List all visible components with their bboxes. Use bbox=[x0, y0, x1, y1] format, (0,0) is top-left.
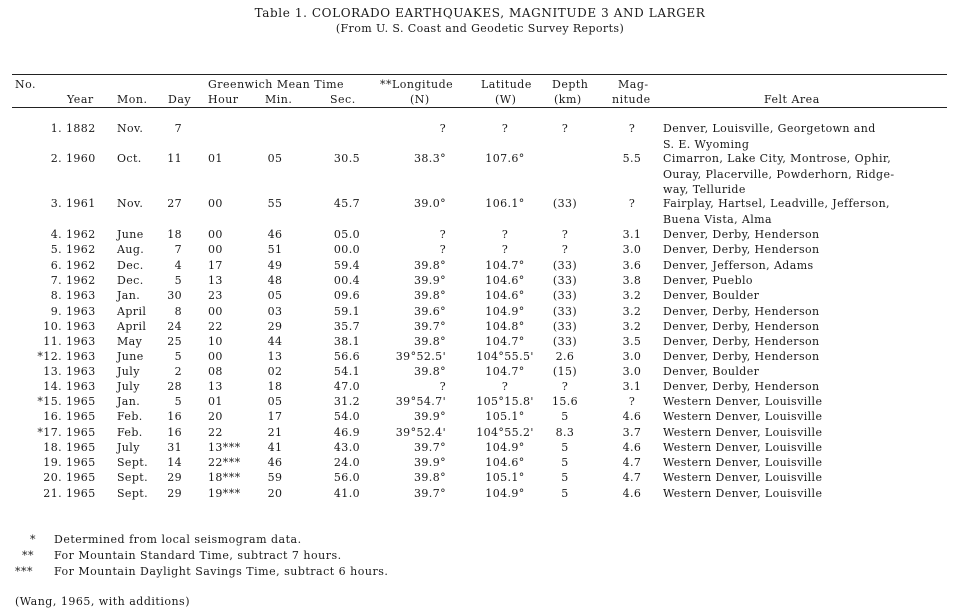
cell-longitude: 39.8° bbox=[414, 289, 446, 302]
header-day: Day bbox=[168, 93, 192, 106]
cell-day: 16 bbox=[167, 410, 182, 423]
cell-month: June bbox=[117, 350, 144, 363]
cell-hour: 20 bbox=[208, 410, 223, 423]
cell-hour: 22 bbox=[208, 320, 223, 333]
cell-min: 03 bbox=[267, 305, 283, 318]
cell-day: 25 bbox=[167, 335, 182, 348]
cell-hour: 08 bbox=[208, 365, 223, 378]
cell-min: 05 bbox=[267, 395, 283, 408]
cell-min: 46 bbox=[267, 456, 283, 469]
cell-depth: ? bbox=[561, 380, 569, 393]
cell-magnitude: 3.1 bbox=[622, 228, 642, 241]
cell-depth: ? bbox=[561, 243, 569, 256]
cell-longitude: 39.9° bbox=[414, 410, 446, 423]
cell-felt-area: Denver, Derby, Henderson bbox=[663, 380, 820, 393]
cell-felt-area: Western Denver, Louisville bbox=[663, 395, 823, 408]
cell-year: 1965 bbox=[66, 441, 96, 454]
cell-sec: 54.1 bbox=[333, 365, 360, 378]
cell-magnitude: 3.0 bbox=[622, 350, 642, 363]
cell-depth: (33) bbox=[552, 335, 578, 348]
cell-latitude: 106.1° bbox=[485, 197, 525, 210]
cell-month: July bbox=[117, 380, 140, 393]
cell-felt-area: Denver, Derby, Henderson bbox=[663, 320, 820, 333]
cell-year: 1962 bbox=[66, 274, 96, 287]
cell-felt-area: Western Denver, Louisville bbox=[663, 410, 823, 423]
cell-longitude: 39.9° bbox=[414, 274, 446, 287]
table-subtitle: (From U. S. Coast and Geodetic Survey Reports) bbox=[335, 22, 625, 35]
cell-longitude: 38.3° bbox=[414, 152, 446, 165]
cell-min: 46 bbox=[267, 228, 283, 241]
cell-min: 55 bbox=[267, 197, 283, 210]
cell-magnitude: 4.6 bbox=[622, 410, 642, 423]
cell-latitude: 104.7° bbox=[485, 365, 525, 378]
cell-no: 14. bbox=[43, 380, 62, 393]
cell-month: July bbox=[117, 441, 140, 454]
cell-magnitude: 3.0 bbox=[622, 365, 642, 378]
cell-year: 1965 bbox=[66, 410, 96, 423]
cell-longitude: 39°54.7' bbox=[395, 395, 446, 408]
cell-depth: ? bbox=[561, 228, 569, 241]
cell-sec: 59.1 bbox=[333, 305, 360, 318]
cell-min: 13 bbox=[267, 350, 283, 363]
cell-no: 7. bbox=[50, 274, 62, 287]
cell-felt-area: Cimarron, Lake City, Montrose, Ophir, bbox=[663, 152, 892, 165]
header-felt-area: Felt Area bbox=[764, 93, 820, 106]
cell-latitude: 105°15.8' bbox=[476, 395, 534, 408]
cell-hour: 17 bbox=[208, 259, 223, 272]
cell-felt-area: Western Denver, Louisville bbox=[663, 487, 823, 500]
header-longitude: **Longitude bbox=[380, 78, 454, 91]
cell-magnitude: ? bbox=[628, 395, 636, 408]
header-mon: Mon. bbox=[117, 93, 148, 106]
cell-magnitude: 3.2 bbox=[622, 320, 642, 333]
cell-day: 5 bbox=[174, 350, 182, 363]
cell-latitude: 105.1° bbox=[485, 471, 525, 484]
cell-no: 3. bbox=[50, 197, 62, 210]
cell-latitude: ? bbox=[501, 122, 509, 135]
cell-day: 27 bbox=[167, 197, 182, 210]
cell-min: 49 bbox=[267, 259, 283, 272]
cell-depth: (33) bbox=[552, 259, 578, 272]
cell-month: Jan. bbox=[117, 289, 141, 302]
cell-month: Dec. bbox=[117, 259, 144, 272]
cell-sec: 00.4 bbox=[333, 274, 360, 287]
cell-felt-area: Denver, Derby, Henderson bbox=[663, 243, 820, 256]
cell-latitude: 104.9° bbox=[485, 441, 525, 454]
cell-month: Sept. bbox=[117, 456, 149, 469]
cell-day: 31 bbox=[167, 441, 182, 454]
cell-no: 8. bbox=[50, 289, 62, 302]
cell-sec: 00.0 bbox=[333, 243, 360, 256]
cell-depth: 15.6 bbox=[551, 395, 579, 408]
cell-month: July bbox=[117, 365, 140, 378]
cell-hour: 01 bbox=[208, 395, 223, 408]
cell-no: 1. bbox=[50, 122, 62, 135]
cell-year: 1963 bbox=[66, 320, 96, 333]
cell-sec: 35.7 bbox=[333, 320, 360, 333]
cell-hour: 13*** bbox=[208, 441, 241, 454]
cell-no: 5. bbox=[50, 243, 62, 256]
header-latitude-unit: (W) bbox=[495, 93, 517, 106]
cell-month: May bbox=[117, 335, 143, 348]
cell-year: 1962 bbox=[66, 228, 96, 241]
cell-latitude: 104.6° bbox=[485, 289, 525, 302]
cell-hour: 23 bbox=[208, 289, 223, 302]
source-note: (Wang, 1965, with additions) bbox=[15, 595, 190, 608]
header-hour: Hour bbox=[208, 93, 239, 106]
cell-felt-area: Western Denver, Louisville bbox=[663, 441, 823, 454]
cell-day: 8 bbox=[174, 305, 182, 318]
cell-month: Dec. bbox=[117, 274, 144, 287]
cell-sec: 45.7 bbox=[333, 197, 360, 210]
cell-felt-area: Western Denver, Louisville bbox=[663, 426, 823, 439]
cell-latitude: 104°55.5' bbox=[476, 350, 534, 363]
cell-depth: 8.3 bbox=[555, 426, 575, 439]
cell-hour: 00 bbox=[208, 305, 223, 318]
cell-hour: 18*** bbox=[208, 471, 241, 484]
cell-day: 2 bbox=[174, 365, 182, 378]
cell-min: 48 bbox=[267, 274, 283, 287]
cell-longitude: 39.7° bbox=[414, 441, 446, 454]
header-longitude-unit: (N) bbox=[410, 93, 430, 106]
cell-min: 59 bbox=[267, 471, 283, 484]
cell-min: 05 bbox=[267, 152, 283, 165]
cell-year: 1963 bbox=[66, 365, 96, 378]
cell-year: 1965 bbox=[66, 426, 96, 439]
cell-month: Nov. bbox=[117, 122, 144, 135]
cell-min: 51 bbox=[267, 243, 283, 256]
cell-depth: (33) bbox=[552, 289, 578, 302]
footnote-1-mark: * bbox=[30, 533, 36, 546]
cell-felt-area: Denver, Derby, Henderson bbox=[663, 350, 820, 363]
cell-sec: 54.0 bbox=[333, 410, 360, 423]
cell-year: 1965 bbox=[66, 487, 96, 500]
cell-felt-area: way, Telluride bbox=[663, 183, 746, 197]
cell-min: 18 bbox=[267, 380, 283, 393]
cell-magnitude: ? bbox=[628, 197, 636, 210]
cell-min: 20 bbox=[267, 487, 283, 500]
cell-year: 1961 bbox=[66, 197, 96, 210]
cell-depth: ? bbox=[561, 122, 569, 135]
header-rule bbox=[12, 107, 947, 108]
cell-latitude: 104.7° bbox=[485, 259, 525, 272]
cell-latitude: 104.7° bbox=[485, 335, 525, 348]
header-latitude: Latitude bbox=[481, 78, 532, 91]
cell-latitude: 107.6° bbox=[485, 152, 525, 165]
cell-year: 1963 bbox=[66, 305, 96, 318]
cell-no: 2. bbox=[50, 152, 62, 165]
cell-day: 18 bbox=[167, 228, 182, 241]
cell-hour: 00 bbox=[208, 228, 223, 241]
cell-sec: 24.0 bbox=[333, 456, 360, 469]
cell-latitude: 104.8° bbox=[485, 320, 525, 333]
cell-longitude: ? bbox=[439, 243, 446, 256]
footnote-1-text: Determined from local seismogram data. bbox=[54, 533, 302, 546]
cell-magnitude: 3.8 bbox=[622, 274, 642, 287]
cell-min: 21 bbox=[267, 426, 283, 439]
cell-sec: 09.6 bbox=[333, 289, 360, 302]
cell-magnitude: 3.2 bbox=[622, 305, 642, 318]
cell-felt-area: Denver, Derby, Henderson bbox=[663, 228, 820, 241]
cell-hour: 13 bbox=[208, 380, 223, 393]
cell-min: 02 bbox=[267, 365, 283, 378]
cell-year: 1960 bbox=[66, 152, 96, 165]
cell-latitude: 104.6° bbox=[485, 274, 525, 287]
header-min: Min. bbox=[265, 93, 293, 106]
cell-latitude: ? bbox=[501, 380, 509, 393]
cell-sec: 38.1 bbox=[333, 335, 360, 348]
cell-magnitude: 3.7 bbox=[622, 426, 642, 439]
cell-day: 5 bbox=[174, 274, 182, 287]
cell-hour: 22*** bbox=[208, 456, 241, 469]
cell-magnitude: 4.7 bbox=[622, 471, 642, 484]
cell-no: 4. bbox=[50, 228, 62, 241]
cell-depth: 2.6 bbox=[555, 350, 575, 363]
cell-min: 29 bbox=[267, 320, 283, 333]
cell-magnitude: 4.6 bbox=[622, 487, 642, 500]
cell-no: 11. bbox=[43, 335, 62, 348]
cell-day: 5 bbox=[174, 395, 182, 408]
table-title: Table 1. COLORADO EARTHQUAKES, MAGNITUDE 3 AND LARGER bbox=[254, 6, 706, 20]
cell-min: 44 bbox=[267, 335, 283, 348]
cell-magnitude: ? bbox=[628, 122, 636, 135]
cell-no: 16. bbox=[43, 410, 62, 423]
cell-longitude: 39.8° bbox=[414, 471, 446, 484]
cell-magnitude: 3.1 bbox=[622, 380, 642, 393]
cell-longitude: 39°52.4' bbox=[395, 426, 446, 439]
cell-longitude: 39.7° bbox=[414, 320, 446, 333]
cell-no: 9. bbox=[50, 305, 62, 318]
cell-felt-area: Denver, Louisville, Georgetown and bbox=[663, 122, 876, 135]
cell-felt-area: Buena Vista, Alma bbox=[663, 212, 772, 226]
cell-felt-area: Denver, Boulder bbox=[663, 365, 760, 378]
cell-depth: 5 bbox=[561, 456, 569, 469]
footnote-2-mark: ** bbox=[22, 549, 34, 562]
cell-min: 17 bbox=[267, 410, 283, 423]
cell-month: Oct. bbox=[117, 152, 142, 165]
cell-latitude: 104.6° bbox=[485, 456, 525, 469]
cell-year: 1963 bbox=[66, 350, 96, 363]
cell-sec: 56.0 bbox=[333, 471, 360, 484]
cell-magnitude: 3.0 bbox=[622, 243, 642, 256]
cell-month: April bbox=[117, 305, 147, 318]
cell-longitude: 39.9° bbox=[414, 456, 446, 469]
cell-sec: 43.0 bbox=[333, 441, 360, 454]
cell-magnitude: 3.6 bbox=[622, 259, 642, 272]
cell-hour: 13 bbox=[208, 274, 223, 287]
cell-hour: 01 bbox=[208, 152, 223, 165]
cell-min: 41 bbox=[267, 441, 283, 454]
header-year: Year bbox=[67, 93, 94, 106]
cell-longitude: 39.8° bbox=[414, 335, 446, 348]
footnote-3-text: For Mountain Daylight Savings Time, subtract 6 hours. bbox=[54, 565, 389, 578]
cell-depth: 5 bbox=[561, 410, 569, 423]
header-depth: Depth bbox=[552, 78, 589, 91]
cell-day: 29 bbox=[167, 471, 182, 484]
cell-latitude: 105.1° bbox=[485, 410, 525, 423]
cell-magnitude: 3.2 bbox=[622, 289, 642, 302]
cell-felt-area: Denver, Pueblo bbox=[663, 274, 753, 287]
cell-no: 13. bbox=[43, 365, 62, 378]
cell-depth: (15) bbox=[552, 365, 578, 378]
cell-sec: 30.5 bbox=[333, 152, 360, 165]
cell-magnitude: 5.5 bbox=[622, 152, 642, 165]
cell-no: 18. bbox=[43, 441, 62, 454]
cell-year: 1963 bbox=[66, 335, 96, 348]
cell-felt-area: Denver, Jefferson, Adams bbox=[663, 259, 814, 272]
cell-month: Nov. bbox=[117, 197, 144, 210]
cell-year: 1965 bbox=[66, 471, 96, 484]
cell-longitude: 39.0° bbox=[414, 197, 446, 210]
cell-sec: 59.4 bbox=[333, 259, 360, 272]
cell-sec: 46.9 bbox=[333, 426, 360, 439]
cell-month: Jan. bbox=[117, 395, 141, 408]
footnote-2-text: For Mountain Standard Time, subtract 7 hours. bbox=[54, 549, 342, 562]
cell-sec: 31.2 bbox=[333, 395, 360, 408]
cell-no: 21. bbox=[43, 487, 62, 500]
header-sec: Sec. bbox=[330, 93, 356, 106]
cell-longitude: 39.8° bbox=[414, 259, 446, 272]
cell-sec: 56.6 bbox=[333, 350, 360, 363]
cell-day: 4 bbox=[174, 259, 182, 272]
header-gmt: Greenwich Mean Time bbox=[208, 78, 345, 91]
cell-month: Sept. bbox=[117, 471, 149, 484]
cell-day: 29 bbox=[167, 487, 182, 500]
cell-latitude: ? bbox=[501, 243, 509, 256]
cell-month: Feb. bbox=[117, 410, 143, 423]
header-no: No. bbox=[15, 78, 37, 91]
cell-month: Feb. bbox=[117, 426, 143, 439]
cell-latitude: ? bbox=[501, 228, 509, 241]
cell-sec: 41.0 bbox=[333, 487, 360, 500]
footnote-3-mark: *** bbox=[15, 565, 33, 578]
header-mag-2: nitude bbox=[612, 93, 651, 106]
header-depth-unit: (km) bbox=[554, 93, 582, 106]
cell-depth: (33) bbox=[552, 320, 578, 333]
cell-longitude: 39.7° bbox=[414, 487, 446, 500]
cell-no: 6. bbox=[50, 259, 62, 272]
cell-latitude: 104.9° bbox=[485, 305, 525, 318]
cell-no: 19. bbox=[43, 456, 62, 469]
cell-hour: 10 bbox=[208, 335, 223, 348]
cell-felt-area: Denver, Boulder bbox=[663, 289, 760, 302]
cell-felt-area: Denver, Derby, Henderson bbox=[663, 305, 820, 318]
cell-depth: (33) bbox=[552, 197, 578, 210]
cell-day: 7 bbox=[174, 122, 182, 135]
cell-day: 30 bbox=[167, 289, 182, 302]
cell-felt-area: Fairplay, Hartsel, Leadville, Jefferson, bbox=[663, 197, 890, 210]
cell-depth: (33) bbox=[552, 305, 578, 318]
cell-magnitude: 4.6 bbox=[622, 441, 642, 454]
cell-no: 10. bbox=[43, 320, 62, 333]
cell-depth: 5 bbox=[561, 471, 569, 484]
cell-min: 05 bbox=[267, 289, 283, 302]
cell-year: 1965 bbox=[66, 456, 96, 469]
cell-longitude: ? bbox=[439, 228, 446, 241]
cell-hour: 00 bbox=[208, 197, 223, 210]
cell-longitude: 39°52.5' bbox=[395, 350, 446, 363]
cell-no: *17. bbox=[37, 426, 62, 439]
cell-sec: 05.0 bbox=[333, 228, 360, 241]
cell-depth: 5 bbox=[561, 441, 569, 454]
cell-felt-area: S. E. Wyoming bbox=[663, 137, 750, 151]
cell-year: 1962 bbox=[66, 243, 96, 256]
cell-day: 24 bbox=[167, 320, 182, 333]
cell-hour: 00 bbox=[208, 243, 223, 256]
cell-no: *12. bbox=[37, 350, 62, 363]
cell-day: 16 bbox=[167, 426, 182, 439]
cell-year: 1962 bbox=[66, 259, 96, 272]
cell-felt-area: Western Denver, Louisville bbox=[663, 456, 823, 469]
cell-year: 1882 bbox=[66, 122, 96, 135]
cell-no: 20. bbox=[43, 471, 62, 484]
cell-day: 11 bbox=[167, 152, 182, 165]
cell-felt-area: Denver, Derby, Henderson bbox=[663, 335, 820, 348]
cell-day: 14 bbox=[167, 456, 182, 469]
cell-longitude: ? bbox=[439, 380, 446, 393]
cell-depth: 5 bbox=[561, 487, 569, 500]
cell-sec: 47.0 bbox=[333, 380, 360, 393]
cell-month: June bbox=[117, 228, 144, 241]
cell-day: 28 bbox=[167, 380, 182, 393]
cell-longitude: 39.6° bbox=[414, 305, 446, 318]
cell-hour: 00 bbox=[208, 350, 223, 363]
cell-hour: 22 bbox=[208, 426, 223, 439]
cell-month: April bbox=[117, 320, 147, 333]
cell-no: *15. bbox=[37, 395, 62, 408]
cell-month: Sept. bbox=[117, 487, 149, 500]
top-rule bbox=[12, 74, 947, 75]
cell-longitude: ? bbox=[439, 122, 446, 135]
cell-hour: 19*** bbox=[208, 487, 241, 500]
header-mag-1: Mag- bbox=[618, 78, 649, 91]
cell-longitude: 39.8° bbox=[414, 365, 446, 378]
cell-year: 1965 bbox=[66, 395, 96, 408]
cell-month: Aug. bbox=[117, 243, 145, 256]
cell-latitude: 104.9° bbox=[485, 487, 525, 500]
cell-magnitude: 4.7 bbox=[622, 456, 642, 469]
cell-year: 1963 bbox=[66, 380, 96, 393]
cell-felt-area: Western Denver, Louisville bbox=[663, 471, 823, 484]
cell-depth: (33) bbox=[552, 274, 578, 287]
cell-year: 1963 bbox=[66, 289, 96, 302]
cell-day: 7 bbox=[174, 243, 182, 256]
cell-latitude: 104°55.2' bbox=[476, 426, 534, 439]
cell-felt-area: Ouray, Placerville, Powderhorn, Ridge- bbox=[663, 167, 895, 181]
cell-magnitude: 3.5 bbox=[622, 335, 642, 348]
